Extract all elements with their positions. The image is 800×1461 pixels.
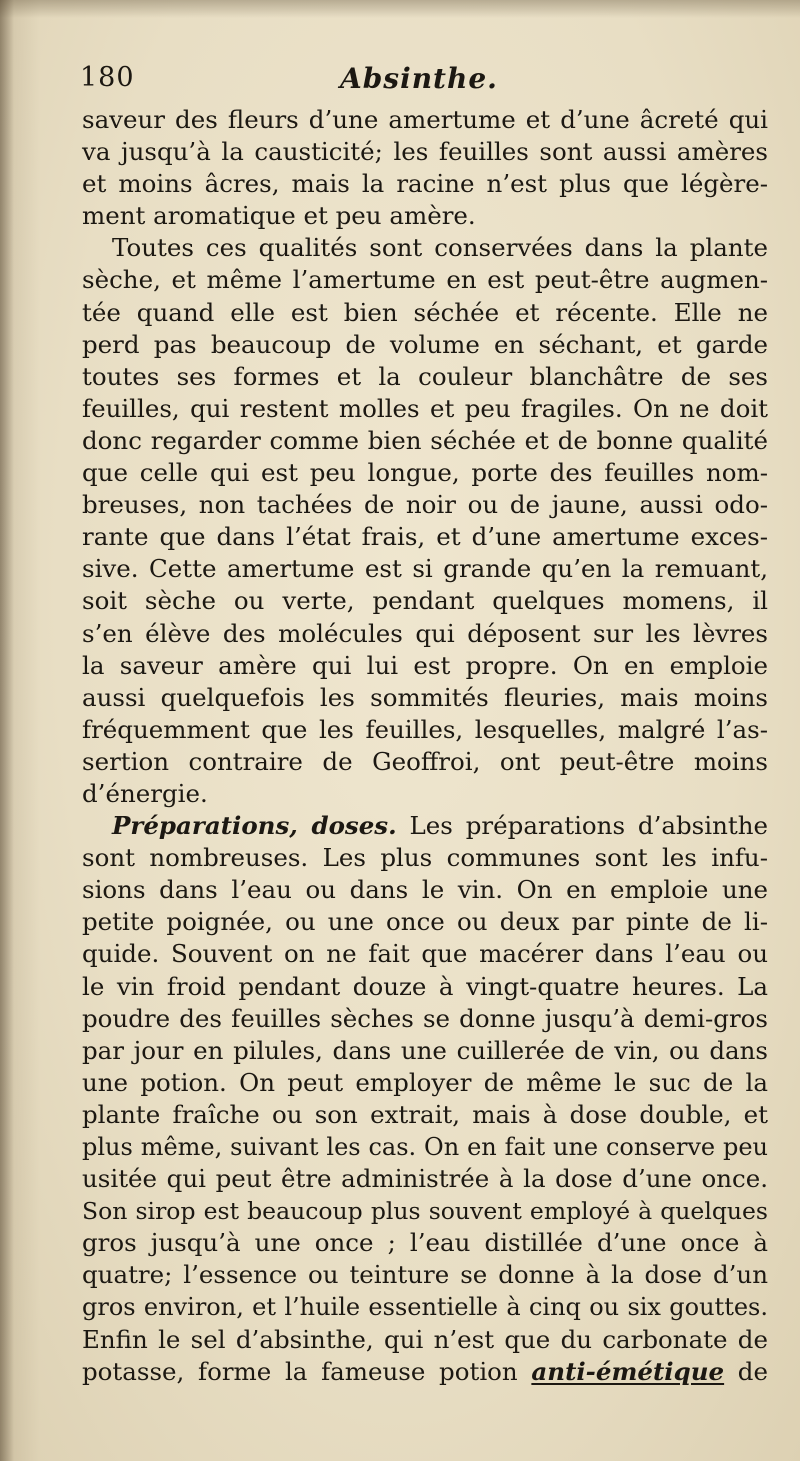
text-line: la saveur amère qui lui est propre. On en emploie bbox=[82, 650, 768, 680]
text-line: perd pas beaucoup de volume en séchant, et garde bbox=[82, 329, 768, 359]
text-line: quatre; l’essence ou teinture se donne à la dose d’un bbox=[82, 1260, 768, 1290]
text-line: tée quand elle est bien séchée et récente. Elle ne bbox=[82, 297, 768, 327]
page-top-shadow bbox=[0, 0, 800, 18]
page-binding-shadow bbox=[0, 0, 14, 1461]
section-first-line-text: Les préparations d’absinthe bbox=[396, 811, 768, 841]
text-line: rante que dans l’état frais, et d’une amertume exces- bbox=[82, 522, 768, 552]
final-line-end: de bbox=[724, 1356, 768, 1386]
text-line: que celle qui est peu longue, porte des feuilles nom- bbox=[82, 458, 768, 488]
text-line: feuilles, qui restent molles et peu fragiles. On ne doit bbox=[82, 393, 768, 423]
text-line: soit sèche ou verte, pendant quelques momens, il bbox=[82, 586, 768, 616]
text-line: plus même, suivant les cas. On en fait une conserve peu bbox=[82, 1133, 768, 1161]
section-heading: Préparations, doses. bbox=[112, 811, 397, 841]
text-line: sont nombreuses. Les plus communes sont les infu- bbox=[82, 843, 768, 873]
body-text bbox=[82, 104, 768, 1388]
text-line: gros jusqu’à une once ; l’eau distillée d’une once à bbox=[82, 1228, 768, 1258]
page-header bbox=[80, 62, 780, 102]
text-line: usitée qui peut être administrée à la dose d’une once. bbox=[82, 1164, 768, 1194]
text-line: Toutes ces qualités sont conservées dans la plante bbox=[112, 233, 768, 263]
text-line: sive. Cette amertume est si grande qu’en la remuant, bbox=[82, 554, 768, 584]
page-number: 180 bbox=[80, 62, 135, 93]
text-line: donc regarder comme bien séchée et de bonne qualité bbox=[82, 425, 768, 455]
text-line: saveur des fleurs d’une amertume et d’une âcreté qui bbox=[82, 105, 768, 134]
text-line: d’énergie. bbox=[82, 778, 208, 808]
final-text-line bbox=[82, 1356, 768, 1388]
text-line: une potion. On peut employer de même le suc de la bbox=[82, 1067, 768, 1097]
text-line: toutes ses formes et la couleur blanchâtre de ses bbox=[82, 361, 768, 391]
section-first-line bbox=[82, 810, 768, 842]
text-line: s’en élève des molécules qui déposent sur les lèvres bbox=[82, 618, 768, 648]
text-line: sèche, et même l’amertume en est peut-être augmen- bbox=[82, 265, 768, 295]
text-line: quide. Souvent on ne fait que macérer dans l’eau ou bbox=[82, 939, 768, 969]
text-line: petite poignée, ou une once ou deux par pinte de li- bbox=[82, 907, 768, 937]
text-line: Enfin le sel d’absinthe, qui n’est que du carbonate de bbox=[82, 1324, 768, 1354]
text-line: gros environ, et l’huile essentielle à cinq ou six gouttes. bbox=[82, 1293, 768, 1322]
text-line: fréquemment que les feuilles, lesquelles, malgré l’as- bbox=[82, 714, 768, 744]
emphasis-term: anti-émétique bbox=[531, 1356, 725, 1386]
text-line: poudre des feuilles sèches se donne jusqu’à demi-gros bbox=[82, 1003, 768, 1033]
text-line: sions dans l’eau ou dans le vin. On en emploie une bbox=[82, 875, 768, 905]
text-line: sertion contraire de Geoffroi, ont peut-être moins bbox=[82, 746, 768, 776]
text-line: et moins âcres, mais la racine n’est plus que légère- bbox=[82, 169, 768, 199]
text-line: plante fraîche ou son extrait, mais à dose double, et bbox=[82, 1099, 768, 1129]
text-line: ment aromatique et peu amère. bbox=[82, 201, 476, 231]
text-line: breuses, non tachées de noir ou de jaune, aussi odo- bbox=[82, 490, 768, 520]
final-line-start: potasse, forme la fameuse potion bbox=[82, 1356, 532, 1386]
text-line: va jusqu’à la causticité; les feuilles sont aussi amères bbox=[82, 137, 768, 167]
text-line: par jour en pilules, dans une cuillerée de vin, ou dans bbox=[82, 1035, 768, 1065]
running-title: Absinthe. bbox=[340, 62, 498, 95]
text-line: Son sirop est beaucoup plus souvent employé à quelques bbox=[82, 1197, 768, 1226]
text-line: aussi quelquefois les sommités fleuries, mais moins bbox=[82, 682, 768, 712]
text-line: le vin froid pendant douze à vingt-quatre heures. La bbox=[82, 971, 768, 1001]
